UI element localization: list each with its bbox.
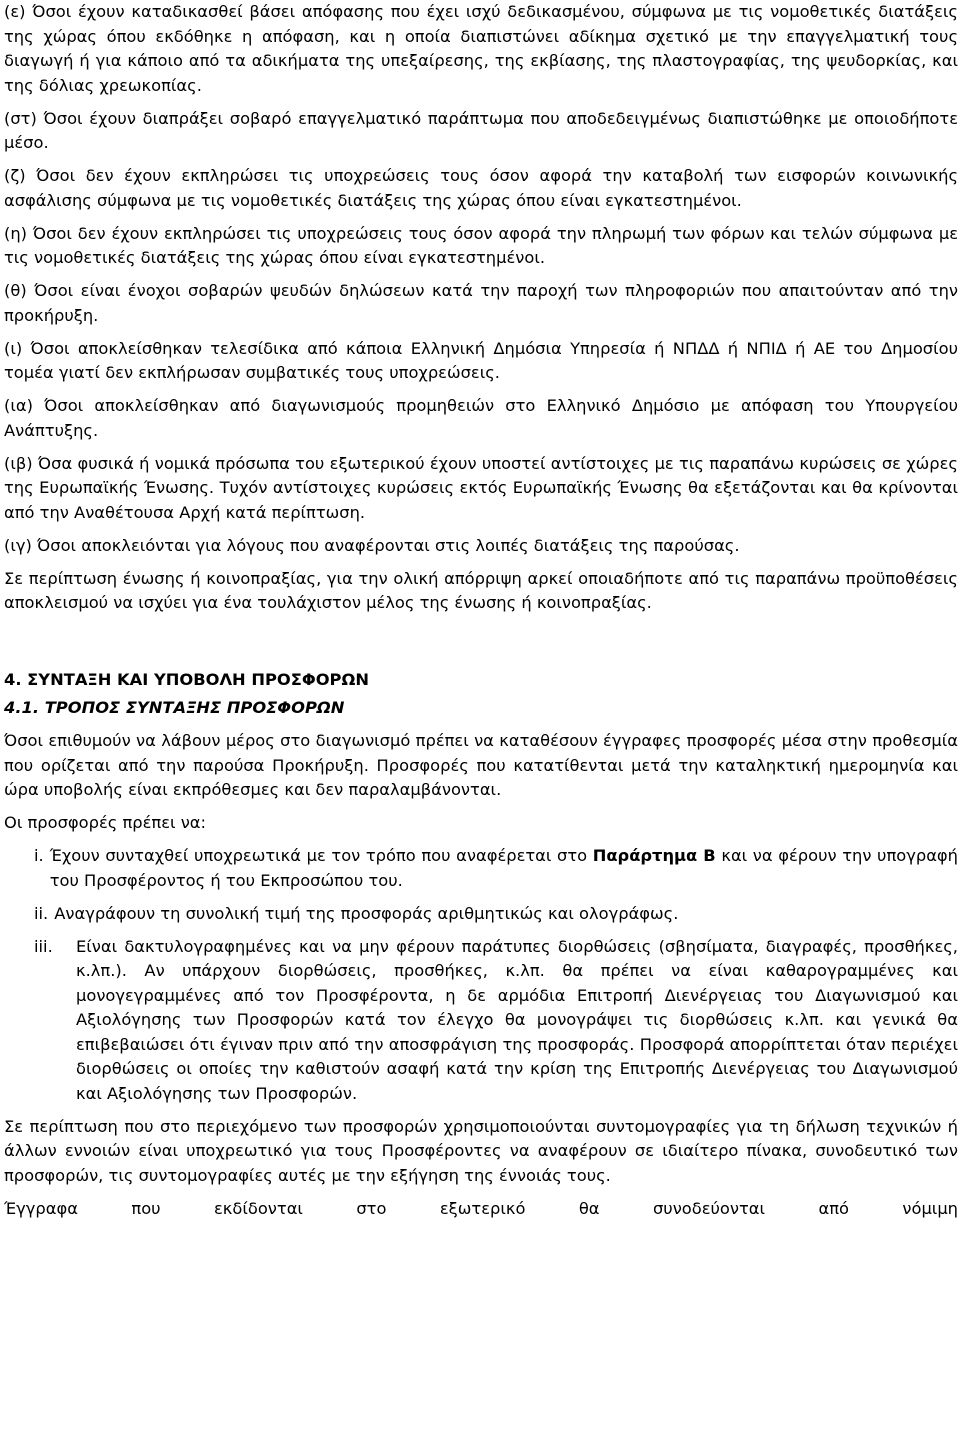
appendix-reference: Παράρτημα Β bbox=[592, 846, 716, 865]
list-intro: Οι προσφορές πρέπει να: bbox=[4, 813, 207, 832]
list-text-before: Έχουν συνταχθεί υποχρεωτικά με τον τρόπο που αναφέρεται στο bbox=[49, 846, 588, 865]
paragraph-ib: (ιβ) Όσα φυσικά ή νομικά πρόσωπα του εξωτερικού έχουν υποστεί αντίστοιχες με τις παραπάνω κυρώσεις σε χώρες της Ευρωπαϊκής Ένωσης. Τυχόν αντίστοιχες κυρώσεις εκτός Ευρωπαϊκής Ένωσης θα εξετάζονται και θα κρίνονται από την Αναθέτουσα Αρχή κατά περίπτωση. bbox=[4, 453, 958, 522]
paragraph-e: (ε) Όσοι έχουν καταδικασθεί βάσει απόφασης που έχει ισχύ δεδικασμένου, σύμφωνα με τις νομοθετικές διατάξεις της χώρας όπου εκδόθηκε η απόφαση, και η οποία διαπιστώνει αδίκημα σχετικό με την επαγγελματική τους διαγωγή ή για κάποιο από τα αδικήματα της υπεξαίρεσης, της εκβίασης, της πλαστογραφίας, της ψευδορκίας, και της δόλιας χρεωκοπίας. bbox=[4, 2, 958, 95]
paragraph-consortium: Σε περίπτωση ένωσης ή κοινοπραξίας, για την ολική απόρριψη αρκεί οποιαδήποτε από τις παραπάνω προϋποθέσεις αποκλεισμού να ισχύει για ένα τουλάχιστον μέλος της ένωσης ή κοινοπραξίας. bbox=[4, 568, 958, 612]
paragraph-ig: (ιγ) Όσοι αποκλειόνται για λόγους που αναφέρονται στις λοιπές διατάξεις της παρούσας. bbox=[4, 535, 740, 555]
list-number: iii. bbox=[34, 936, 53, 956]
list-text: Αναγράφουν τη συνολική τιμή της προσφοράς αριθμητικώς και ολογράφως. bbox=[54, 903, 679, 923]
paragraph-abbreviations: Σε περίπτωση που στο περιεχόμενο των προσφορών χρησιμοποιούνται συντομογραφίες για τη δήλωση τεχνικών ή άλλων εννοιών είναι υποχρεωτικό για τους Προσφέροντες να αναφέρουν σε ιδιαίτερο πίνακα, συνοδευτικό των προσφορών, τις συντομογραφίες αυτές με την εξήγηση της έννοιάς τους. bbox=[4, 1116, 958, 1185]
list-item-iii bbox=[4, 935, 958, 1107]
paragraph-iota: (ι) Όσοι αποκλείσθηκαν τελεσίδικα από κάποια Ελληνική Δημόσια Υπηρεσία ή ΝΠΔΔ ή ΝΠΙΔ ή ΑΕ του Δημοσίου τομέα γιατί δεν εκπλήρωσαν συμβατικές τους υποχρεώσεις. bbox=[4, 338, 958, 382]
document-page bbox=[4, 0, 958, 1230]
section-heading: 4. ΣΥΝΤΑΞΗ ΚΑΙ ΥΠΟΒΟΛΗ ΠΡΟΣΦΟΡΩΝ bbox=[4, 669, 369, 689]
list-item-i bbox=[4, 844, 958, 893]
paragraph-z: (ζ) Όσοι δεν έχουν εκπληρώσει τις υποχρεώσεις τους όσον αφορά την καταβολή των εισφορών κοινωνικής ασφάλισης σύμφωνα με τις νομοθετικές διατάξεις της χώρας όπου είναι εγκατεστημένοι. bbox=[4, 166, 958, 210]
paragraph-foreign-documents: Έγγραφα που εκδίδονται στο εξωτερικό θα συνοδεύονται από νόμιμη bbox=[4, 1198, 958, 1218]
list-text-after: και να φέρουν την υπογραφή του Προσφέροντος ή του Εκπροσώπου του. bbox=[49, 846, 958, 890]
paragraph-st: (στ) Όσοι έχουν διαπράξει σοβαρό επαγγελματικό παράπτωμα που αποδεδειγμένως διαπιστώθηκε με οποιοδήποτε μέσο. bbox=[4, 108, 958, 152]
subsection-heading: 4.1. ΤΡΟΠΟΣ ΣΥΝΤΑΞΗΣ ΠΡΟΣΦΟΡΩΝ bbox=[4, 698, 345, 717]
paragraph-th: (θ) Όσοι είναι ένοχοι σοβαρών ψευδών δηλώσεων κατά την παροχή των πληροφοριών που απαιτούνταν από την προκήρυξη. bbox=[4, 281, 958, 325]
list-text: Είναι δακτυλογραφημένες και να μην φέρουν παράτυπες διορθώσεις (σβησίματα, διαγραφές, προσθήκες, κ.λπ.). Αν υπάρχουν διορθώσεις, προσθήκες, κ.λπ. θα πρέπει να είναι καθαρογραμμένες και μονογεγραμμένες από τον Προσφέροντα, η δε αρμόδια Επιτροπή Διενέργειας του Διαγωνισμού και Αξιολόγησης των Προσφορών κατά τον έλεγχο θα μονογράψει τις διορθώσεις κ.λπ. και γενικά θα επιβεβαιώσει ότι έγιναν πριν από την αποσφράγιση της προσφοράς. Προσφορά απορρίπτεται όταν περιέχει διορθώσεις οι οποίες την καθιστούν ασαφή κατά την κρίση της Επιτροπής Διενέργειας του Διαγωνισμού και Αξιολόγησης των Προσφορών. bbox=[76, 936, 958, 1103]
list-item-ii bbox=[4, 902, 958, 927]
intro-paragraph: Όσοι επιθυμούν να λάβουν μέρος στο διαγωνισμό πρέπει να καταθέσουν έγγραφες προσφορές μέσα στην προθεσμία που ορίζεται από την παρούσα Προκήρυξη. Προσφορές που κατατίθενται μετά την καταληκτική ημερομηνία και ώρα υποβολής είναι εκπρόθεσμες και δεν παραλαμβάνονται. bbox=[4, 731, 958, 799]
paragraph-i: (η) Όσοι δεν έχουν εκπληρώσει τις υποχρεώσεις τους όσον αφορά την πληρωμή των φόρων και τελών σύμφωνα με τις νομοθετικές διατάξεις της χώρας όπου είναι εγκατεστημένοι. bbox=[4, 223, 958, 267]
list-number: i. bbox=[34, 846, 44, 865]
paragraph-ia: (ια) Όσοι αποκλείσθηκαν από διαγωνισμούς προμηθειών στο Ελληνικό Δημόσιο με απόφαση του Υπουργείου Ανάπτυξης. bbox=[4, 396, 958, 440]
list-number: ii. bbox=[34, 903, 49, 923]
list-text bbox=[50, 844, 958, 893]
